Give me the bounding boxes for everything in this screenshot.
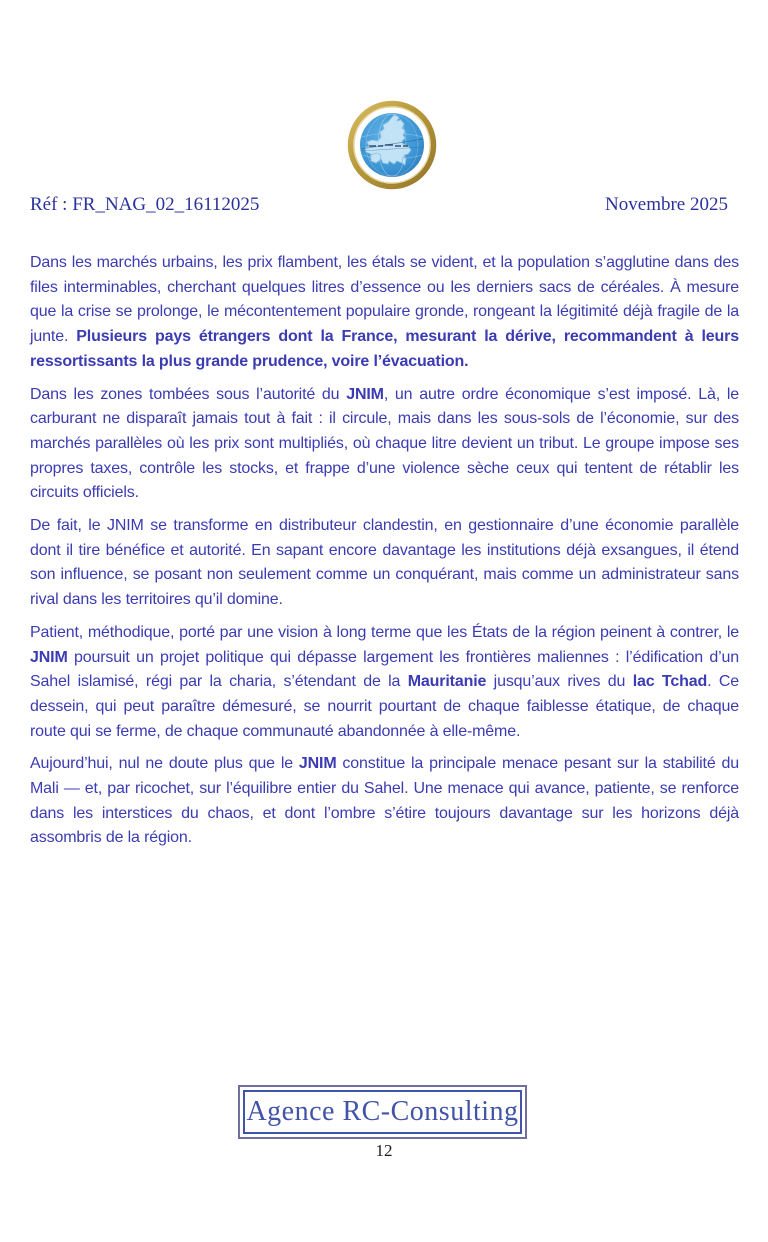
text-run: jusqu’aux rives du xyxy=(486,673,633,691)
bold-text-run: lac Tchad xyxy=(632,673,708,691)
europe-globe-icon xyxy=(347,99,437,191)
europe-globe-logo xyxy=(347,99,437,191)
header-line xyxy=(30,194,728,216)
body-paragraph xyxy=(30,621,739,745)
agency-footer-inner-border xyxy=(243,1090,522,1134)
bold-text-run: Mauritanie xyxy=(407,673,487,691)
text-run: . Ce dessein, qui peut paraître démesuré, se nourrit pourtant de chaque faiblesse étatique, de chaque route qui se ferme, de chaque communauté abandonnée à elle-même. xyxy=(30,673,739,740)
text-run: , un autre ordre économique s’est imposé. Là, le carburant ne disparaît jamais tout à fait : il circule, mais dans les sous-sols de l’économie, sur des marchés parallèles où les prix sont multipliés, où chaque litre devient un tribut. Le groupe impose ses propres taxes, contrôle les stocks, et frappe d’une violence sèche ceux qui tentent de rétablir les circuits officiels. xyxy=(30,385,739,502)
bold-text-run: JNIM xyxy=(346,385,384,403)
text-run: De fait, le JNIM se transforme en distributeur clandestin, en gestionnaire d’une économie parallèle dont il tire bénéfice et autorité. En sapant encore davantage les institutions déjà exsangues, il étend son influence, se posant non seulement comme un conquérant, mais comme un administrateur sans rival dans les territoires qu’il domine. xyxy=(30,517,739,609)
text-run: Dans les marchés urbains, les prix flambent, les étals se vident, et la population s’agglutine dans des files interminables, cherchant quelques litres d’essence ou les derniers sacs de céréales. À mesure que la crise se prolonge, le mécontentement populaire gronde, rongeant la légitimité déjà fragile de la junte. xyxy=(30,254,739,346)
reference-number: Réf : FR_NAG_02_16112025 xyxy=(30,194,260,215)
document-date: Novembre 2025 xyxy=(605,194,728,215)
body-paragraph xyxy=(30,383,739,507)
body-paragraph xyxy=(30,251,739,375)
bold-text-run: Plusieurs pays étrangers dont la France, mesurant la dérive, recommandent à leurs ressortissants la plus grande prudence, voire l’évacuation. xyxy=(30,328,739,370)
bold-text-run: JNIM xyxy=(298,755,337,773)
text-run: Dans les zones tombées sous l’autorité du xyxy=(30,385,347,403)
agency-name: Agence RC-Consulting xyxy=(246,1096,519,1127)
agency-footer-box xyxy=(238,1085,527,1139)
text-run: Aujourd’hui, nul ne doute plus que le xyxy=(30,755,299,773)
text-run: poursuit un projet politique qui dépasse largement les frontières maliennes : l’édification d’un Sahel islamisé, régi par la charia, s’étendant de la xyxy=(30,648,739,691)
bold-text-run: JNIM xyxy=(30,648,68,666)
body-paragraph xyxy=(30,514,739,613)
document-body xyxy=(30,251,739,859)
text-run: Patient, méthodique, porté par une vision à long terme que les États de la région peinent à contrer, le xyxy=(30,623,739,641)
text-run: constitue la principale menace pesant sur la stabilité du Mali — et, par ricochet, sur l’équilibre entier du Sahel. Une menace qui avance, patiente, se renforce dans les interstices du chaos, et dont l’ombre s’étire toujours davantage sur les horizons déjà assombris de la région. xyxy=(30,755,739,847)
page-number: 12 xyxy=(375,1141,393,1160)
body-paragraph xyxy=(30,752,739,851)
